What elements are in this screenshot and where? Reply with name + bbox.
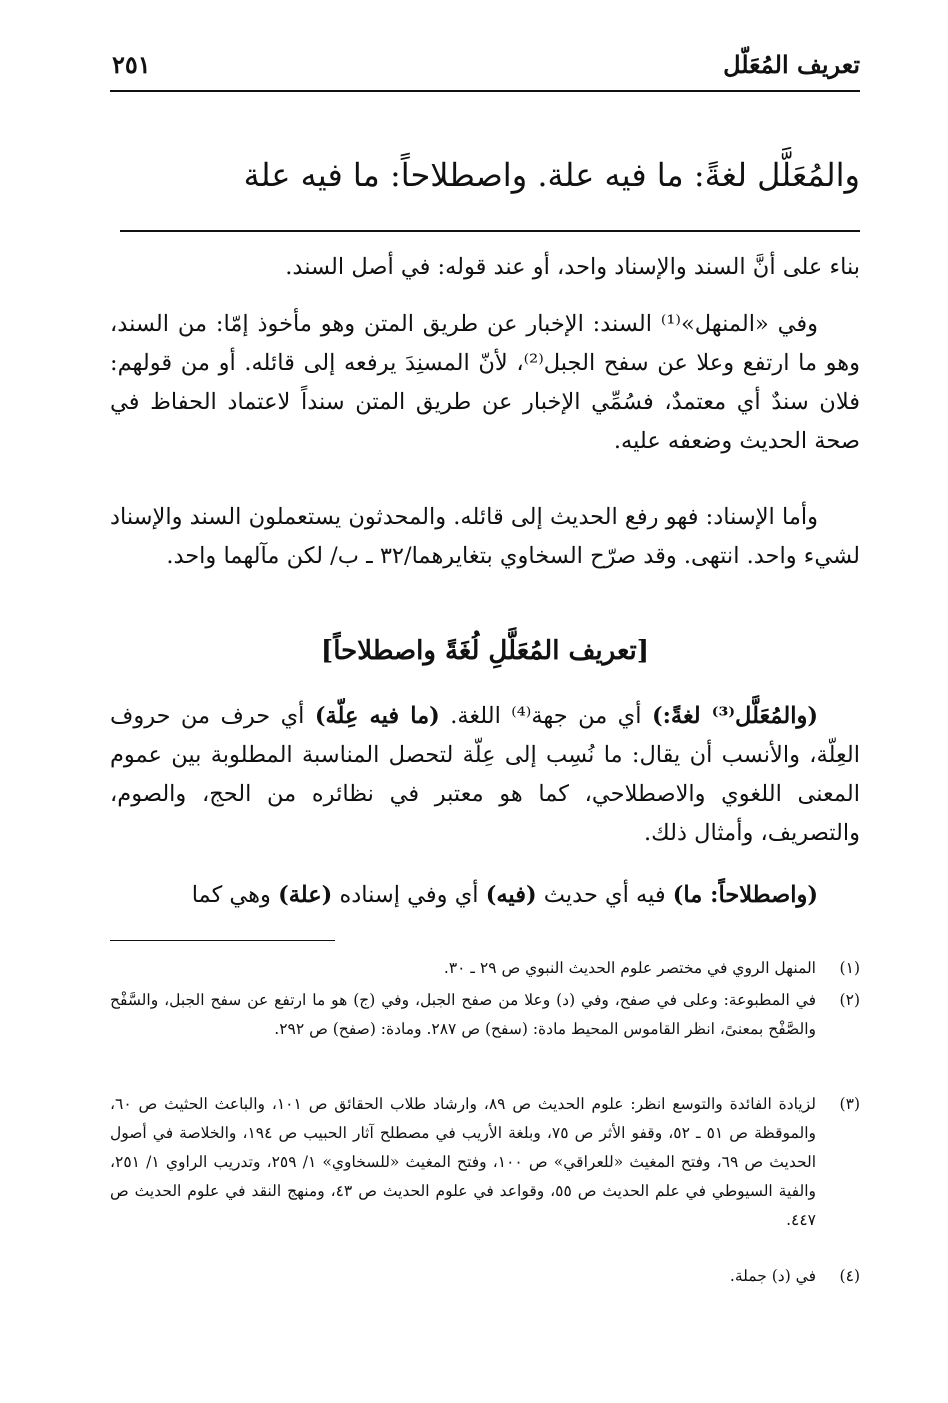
commentary-text: وهي كما bbox=[191, 882, 279, 908]
commentary-text: أي من جهة⁽⁴⁾ اللغة. bbox=[439, 703, 652, 729]
commentary-text: أي وفي إسناده bbox=[332, 882, 486, 908]
matn-quote: (والمُعَلَّل⁽³⁾ لغةً:) bbox=[651, 703, 818, 729]
running-head-title: تعريف المُعَلّل bbox=[723, 50, 860, 79]
footnote-text: في (د) جملة. bbox=[729, 1267, 816, 1285]
commentary-paragraph bbox=[110, 876, 860, 915]
header-divider bbox=[110, 90, 860, 92]
matn-quote: (علة) bbox=[278, 882, 333, 908]
footnote bbox=[110, 1262, 860, 1291]
section-heading: [تعريف المُعَلَّلِ لُغَةً واصطلاحاً] bbox=[320, 636, 650, 666]
paragraph: وفي «المنهل»⁽¹⁾ السند: الإخبار عن طريق المتن وهو مأخوذ إمّا: من السند، وهو ما ارتفع وعلا عن سفح الجبل⁽²⁾، لأنّ المسنِدَ يرفعه إلى قائله. أو من قولهم: فلان سندٌ أي معتمدٌ، فسُمِّي الإخبار عن طريق المتن سنداً لاعتماد الحفاظ في صحة الحديث وضعفه عليه. bbox=[110, 311, 860, 454]
footnote-number: (٢) bbox=[839, 991, 860, 1009]
footnote bbox=[110, 986, 860, 1044]
matn-quote: (واصطلاحاً: ما) bbox=[672, 882, 818, 908]
footnote-text: في المطبوعة: وعلى في صفح، وفي (د) وعلا من صفح الجبل، وفي (ج) هو ما ارتفع عن سفح الجبل، والسَّفْح والصَّفْح بمعنىً، انظر القاموس المحيط مادة: (سفح) ص ٢٨٧. ومادة: (صفح) ص ٢٩٢. bbox=[110, 991, 816, 1038]
footnote-number: (١) bbox=[839, 959, 860, 977]
paragraph: وأما الإسناد: فهو رفع الحديث إلى قائله. والمحدثون يستعملون السند والإسناد لشيء واحد. انتهى. وقد صرّح السخاوي بتغايرهما/٣٢ ـ ب/ لكن مآلهما واحد. bbox=[110, 504, 860, 569]
footnote-number: (٣) bbox=[839, 1095, 860, 1113]
matn-divider bbox=[120, 230, 860, 232]
footnote bbox=[110, 1090, 860, 1235]
footnote-number: (٤) bbox=[839, 1267, 860, 1285]
matn-quote: (ما فيه عِلّة) bbox=[314, 703, 440, 729]
matn-text: والمُعَلَّل لغةً: ما فيه علة. واصطلاحاً: ما فيه علة bbox=[243, 156, 860, 194]
paragraph: بناء على أنَّ السند والإسناد واحد، أو عند قوله: في أصل السند. bbox=[285, 254, 860, 280]
footnote-text: لزيادة الفائدة والتوسع انظر: علوم الحديث ص ٨٩، وارشاد طلاب الحقائق ص ١٠١، والباعث الحثيث ص ٦٠، والموقظة ص ٥١ ـ ٥٢، وقفو الأثر ص ٧٥، وبلغة الأريب في مصطلح آثار الحبيب ص ١٩٤، والخلاصة في أصول الحديث ص ٦٩، وفتح المغيث «للعراقي» ص ١٠٠، وفتح المغيث «للسخاوي» ١/ ٢٥٩، وتدريب الراوي ١/ ٢٥١، والفية السيوطي في علم الحديث ص ٥٥، وقواعد في علوم الحديث ص ٤٣، ومنهج النقد في علوم الحديث ص ٤٤٧. bbox=[110, 1095, 817, 1229]
matn-quote: (فيه) bbox=[485, 882, 537, 908]
commentary-text: أي حرف من حروف العِلّة، والأنسب أن يقال: ما نُسِب إلى عِلّة لتحصل المناسبة المطلوبة بين عموم المعنى اللغوي والاصطلاحي، كما هو معتبر في نظائره من الحج، والصوم، والتصريف، وأمثال ذلك. bbox=[110, 703, 860, 846]
commentary-paragraph bbox=[110, 697, 860, 853]
page-number: ٢٥١ bbox=[112, 50, 151, 79]
footnote-text: المنهل الروي في مختصر علوم الحديث النبوي ص ٢٩ ـ ٣٠. bbox=[443, 959, 816, 977]
footnote bbox=[110, 954, 860, 983]
commentary-text: فيه أي حديث bbox=[536, 882, 673, 908]
footnote-divider bbox=[110, 940, 335, 941]
